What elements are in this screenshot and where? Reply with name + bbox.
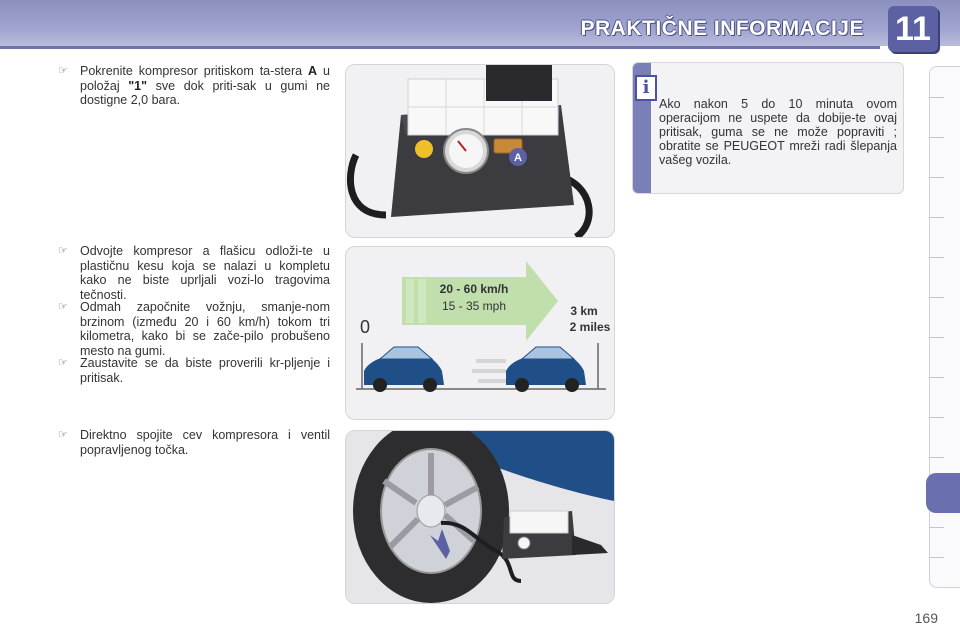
pointing-hand-icon: ☞: [58, 245, 68, 257]
step-text: Direktno spojite cev kompresora i ventil popravljenog točka.: [80, 428, 330, 457]
step-text: Odmah započnite vožnju, smanje-nom brzinom (između 20 i 60 km/h) tokom tri kilometra, kako bi se zače-pilo probušeno mesto na gumi.: [80, 300, 330, 358]
active-chapter-tab: [926, 473, 960, 513]
info-icon: i: [635, 75, 657, 101]
button-a-label: A: [514, 152, 522, 164]
distance-miles-label: 2 miles: [569, 320, 611, 334]
instruction-step-1: [58, 64, 330, 108]
page-number: 169: [914, 610, 938, 626]
speed-kmh-label: 20 - 60 km/h: [439, 282, 509, 296]
start-distance-label: 0: [360, 317, 371, 337]
step-text: Zaustavite se da biste proverili kr-pljenje i pritisak.: [80, 356, 330, 385]
instruction-step-3: [58, 300, 330, 358]
instruction-step-2: [58, 244, 330, 302]
pointing-hand-icon: ☞: [58, 301, 68, 313]
distance-km-label: 3 km: [570, 304, 598, 318]
info-box: [632, 62, 904, 194]
pointing-hand-icon: ☞: [58, 65, 68, 77]
wheel-compressor-illustration: [345, 430, 615, 604]
header-rule: [0, 46, 880, 49]
info-text: Ako nakon 5 do 10 minuta ovom operacijom ne uspete da dobije-te ovaj pritisak, guma se ne može popraviti ; obratite se PEUGEOT mreži radi šlepanja vašeg vozila.: [659, 97, 897, 167]
speed-mph-label: 15 - 35 mph: [441, 299, 507, 313]
pointing-hand-icon: ☞: [58, 357, 68, 369]
motion-blur: [472, 359, 506, 383]
compressor-illustration: [345, 64, 615, 238]
chapter-number: 11: [888, 6, 938, 52]
car-moving-icon: [506, 347, 586, 392]
car-start-icon: [364, 347, 444, 392]
step-text: Pokrenite kompresor pritiskom ta-stera A u položaj "1" sve dok priti-sak u gumi ne dostigne 2,0 bara.: [80, 64, 330, 107]
step-text: Odvojte kompresor a flašicu odloži-te u plastičnu kesu koja se nalazi u kompletu kako ne biste uprljali vozi-lo tragovima tečnosti.: [80, 244, 330, 302]
instruction-step-4: [58, 356, 330, 385]
instruction-step-5: [58, 428, 330, 457]
driving-speed-illustration: [345, 246, 615, 420]
pointing-hand-icon: ☞: [58, 429, 68, 441]
page-title: PRAKTIČNE INFORMACIJE: [580, 17, 864, 40]
